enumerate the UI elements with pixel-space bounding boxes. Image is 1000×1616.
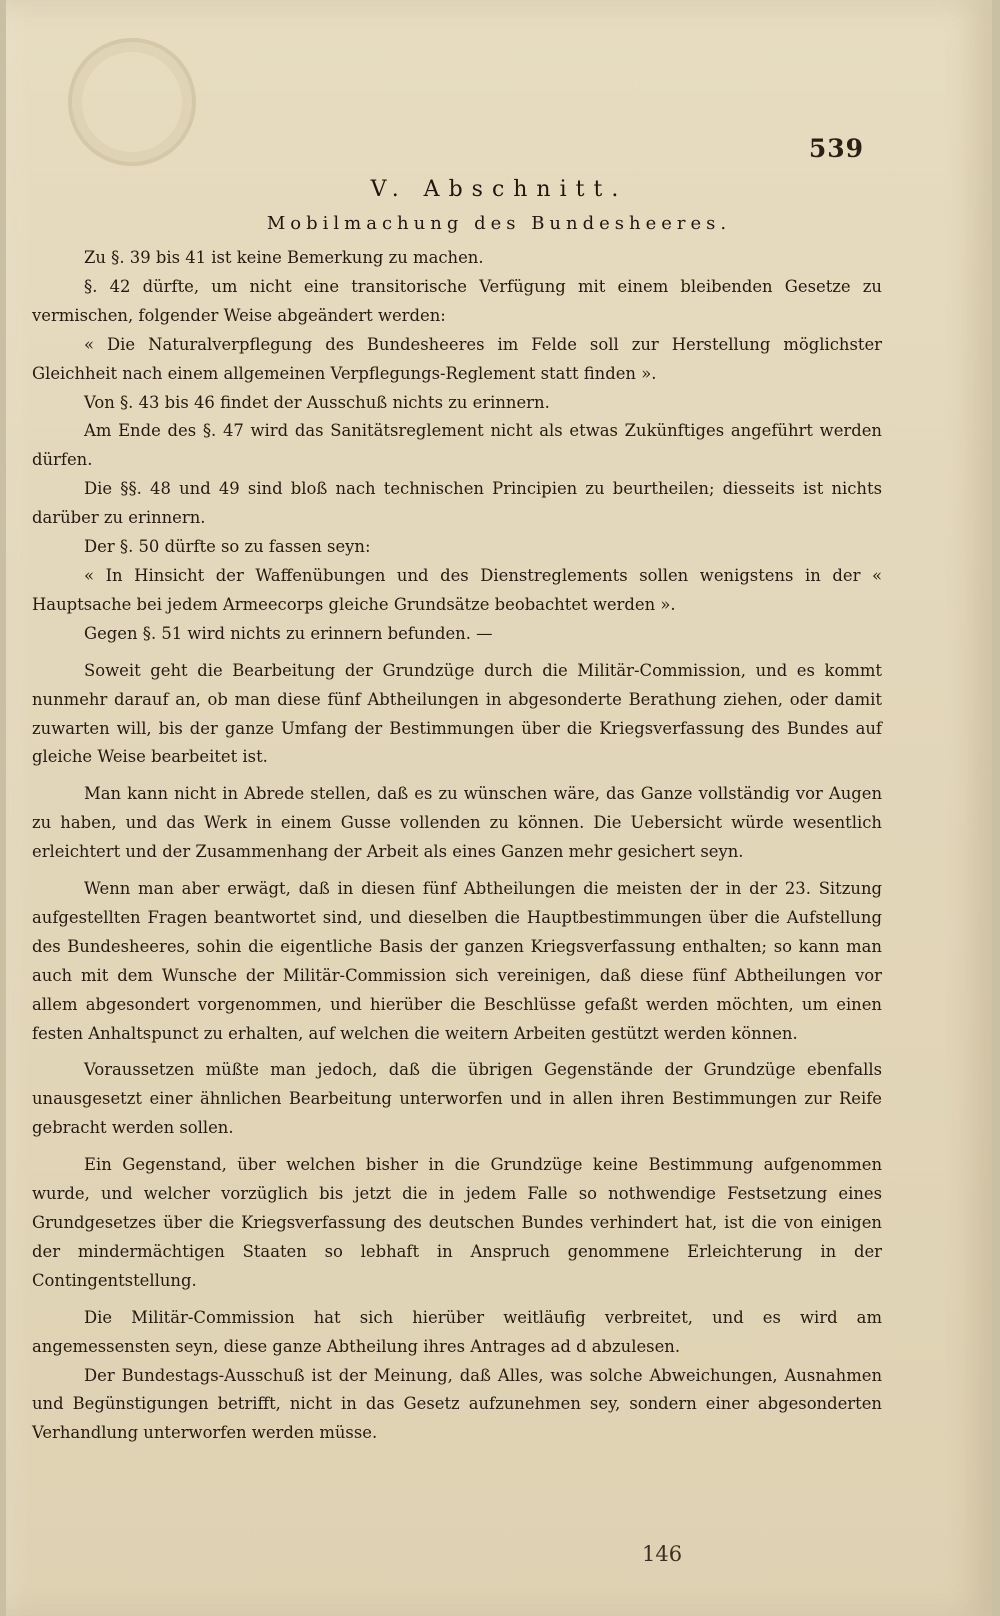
signature-mark: 146 — [642, 1542, 683, 1566]
section-subtitle: Mobilmachung des Bundesheeres. — [266, 213, 732, 234]
library-stamp — [68, 38, 196, 166]
paragraph: « Die Naturalverpflegung des Bundesheeres im Felde soll zur Herstellung möglichster Gleichheit nach einem allgemeinen Verpflegungs-Reglement statt finden ». — [32, 334, 882, 383]
paragraph: Von §. 43 bis 46 findet der Ausschuß nichts zu erinnern. — [84, 392, 550, 412]
body-text — [32, 244, 882, 1448]
section-title: V. Abschnitt. — [370, 177, 628, 202]
paragraph: Gegen §. 51 wird nichts zu erinnern befunden. — — [84, 623, 493, 643]
paragraph: Man kann nicht in Abrede stellen, daß es zu wünschen wäre, das Ganze vollständig vor Augen zu haben, und das Werk in einem Gusse vollenden zu können. Die Uebersicht würde wesentlich erleichtert und der Zusammenhang der Arbeit als eines Ganzen mehr gesichert seyn. — [32, 784, 882, 862]
paragraph: Die Militär-Commission hat sich hierüber weitläufig verbreitet, und es wird am angemessensten seyn, diese ganze Abtheilung ihres Antrages ad d abzulesen. — [32, 1307, 882, 1356]
paragraph: Soweit geht die Bearbeitung der Grundzüge durch die Militär-Commission, und es kommt nunmehr darauf an, ob man diese fünf Abtheilungen in abgesonderte Berathung ziehen, oder damit zuwarten will, bis der ganze Umfang der Bestimmungen über die Kriegsverfassung des Bundes auf gleiche Weise bearbeitet ist. — [32, 660, 882, 767]
paragraph: Der Bundestags-Ausschuß ist der Meinung, daß Alles, was solche Abweichungen, Ausnahmen und Begünstigungen betrifft, nicht in das Gesetz aufzunehmen sey, sondern einer abgesonderten Verhandlung unterworfen werden müsse. — [32, 1365, 882, 1443]
page-number: 539 — [808, 134, 864, 163]
paragraph: Die §§. 48 und 49 sind bloß nach technischen Principien zu beurtheilen; diesseits ist nichts darüber zu erinnern. — [32, 479, 882, 528]
paragraph: Ein Gegenstand, über welchen bisher in die Grundzüge keine Bestimmung aufgenommen wurde, und welcher vorzüglich bis jetzt die in jedem Falle so nothwendige Festsetzung eines Grundgesetzes über die Kriegsverfassung des deutschen Bundes verhindert hat, ist die von einigen der mindermächtigen Staaten so lebhaft in Anspruch genommene Erleichterung in der Contingentstellung. — [32, 1155, 882, 1290]
paragraph: Der §. 50 dürfte so zu fassen seyn: — [84, 537, 371, 557]
paragraph: Wenn man aber erwägt, daß in diesen fünf Abtheilungen die meisten der in der 23. Sitzung aufgestellten Fragen beantwortet sind, und dieselben die Hauptbestimmungen über die Aufstellung des Bundesheeres, sohin die eigentliche Basis der ganzen Kriegsverfassung enthalten; so kann man auch mit dem Wunsche der Militär-Commission sich vereinigen, daß diese fünf Abtheilungen vor allem abgesondert vorgenommen, und hierüber die Beschlüsse gefaßt werden möchten, um einen festen Anhaltspunct zu erhalten, auf welchen die weitern Arbeiten gestützt werden können. — [32, 879, 882, 1043]
paragraph: « In Hinsicht der Waffenübungen und des Dienstreglements sollen wenigstens in der « Hauptsache bei jedem Armeecorps gleiche Grundsätze beobachtet werden ». — [32, 565, 882, 614]
paragraph: Am Ende des §. 47 wird das Sanitätsreglement nicht als etwas Zukünftiges angeführt werden dürfen. — [32, 421, 882, 470]
paragraph: §. 42 dürfte, um nicht eine transitorische Verfügung mit einem bleibenden Gesetze zu vermischen, folgender Weise abgeändert werden: — [32, 276, 882, 325]
document-page — [6, 0, 992, 1616]
paragraph: Zu §. 39 bis 41 ist keine Bemerkung zu machen. — [84, 248, 484, 267]
paragraph: Voraussetzen müßte man jedoch, daß die übrigen Gegenstände der Grundzüge ebenfalls unausgesetzt einer ähnlichen Bearbeitung unterworfen und in allen ihren Bestimmungen zur Reife gebracht werden sollen. — [32, 1060, 882, 1138]
